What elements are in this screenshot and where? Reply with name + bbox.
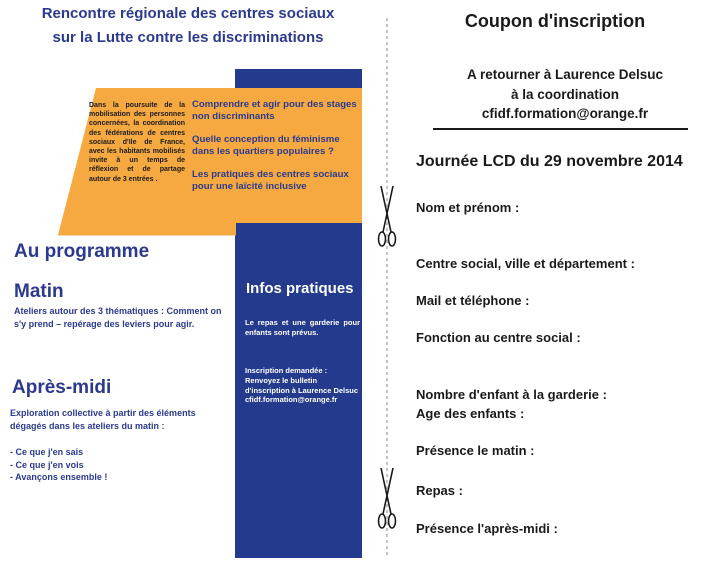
event-title-line2: sur la Lutte contre les discriminations bbox=[52, 29, 324, 46]
field-presence-apres-midi: Présence l'après-midi : bbox=[416, 521, 558, 536]
topic-item: Les pratiques des centres sociaux pour une laïcité inclusive bbox=[192, 168, 349, 193]
list-item: - Ce que j'en sais bbox=[10, 447, 84, 457]
matin-text: Ateliers autour des 3 thématiques : Comment on s'y prend – repérage des leviers pour agir. bbox=[14, 306, 222, 329]
return-line: à la coordination bbox=[510, 86, 619, 102]
journee-heading: Journée LCD du 29 novembre 2014 bbox=[416, 153, 683, 170]
return-instructions bbox=[440, 65, 690, 124]
event-title-line1: Rencontre régionale des centres sociaux bbox=[41, 5, 335, 22]
infos-repas-text: Le repas et une garderie pour enfants sont prévus. bbox=[245, 318, 360, 337]
list-item: - Ce que j'en vois bbox=[10, 459, 84, 470]
apres-midi-text: Exploration collective à partir des éléments dégagés dans les ateliers du matin : bbox=[10, 408, 196, 431]
topic-item: Comprendre et agir pour des stages non discriminants bbox=[192, 99, 357, 123]
field-centre-social: Centre social, ville et département : bbox=[416, 256, 635, 271]
infos-inscription-text: Inscription demandée : Renvoyez le bulletin d'inscription à Laurence Delsuc cfidf.formation@orange.fr bbox=[245, 366, 359, 405]
coupon-title: Coupon d'inscription bbox=[464, 11, 646, 31]
email-text: cfidf.formation@orange.fr bbox=[481, 106, 649, 121]
field-age-enfants: Age des enfants : bbox=[416, 406, 525, 421]
field-repas: Repas : bbox=[416, 483, 463, 498]
intro-text: Dans la poursuite de la mobilisation des personnes concernées, la coordination des fédérations de centres sociaux d'Ile de France, avec les habitants mobilisés invite à un temps de réflexion et de partage autour de 3 entrées . bbox=[89, 102, 185, 183]
field-presence-matin: Présence le matin : bbox=[416, 443, 535, 458]
apres-midi-heading: Après-midi bbox=[12, 377, 112, 398]
field-nom: Nom et prénom : bbox=[416, 200, 520, 215]
list-item: - Avançons ensemble ! bbox=[10, 472, 108, 482]
topic-item: Quelle conception du féminisme dans les quartiers populaires ? bbox=[192, 133, 340, 158]
field-mail: Mail et téléphone : bbox=[416, 293, 530, 308]
field-nombre-enfants: Nombre d'enfant à la garderie : bbox=[416, 387, 607, 402]
infos-heading: Infos pratiques bbox=[246, 280, 354, 297]
programme-heading: Au programme bbox=[14, 241, 150, 262]
divider bbox=[433, 128, 688, 130]
field-fonction: Fonction au centre social : bbox=[416, 330, 581, 345]
matin-heading: Matin bbox=[14, 281, 64, 302]
return-line: A retourner à Laurence Delsuc bbox=[466, 67, 664, 82]
